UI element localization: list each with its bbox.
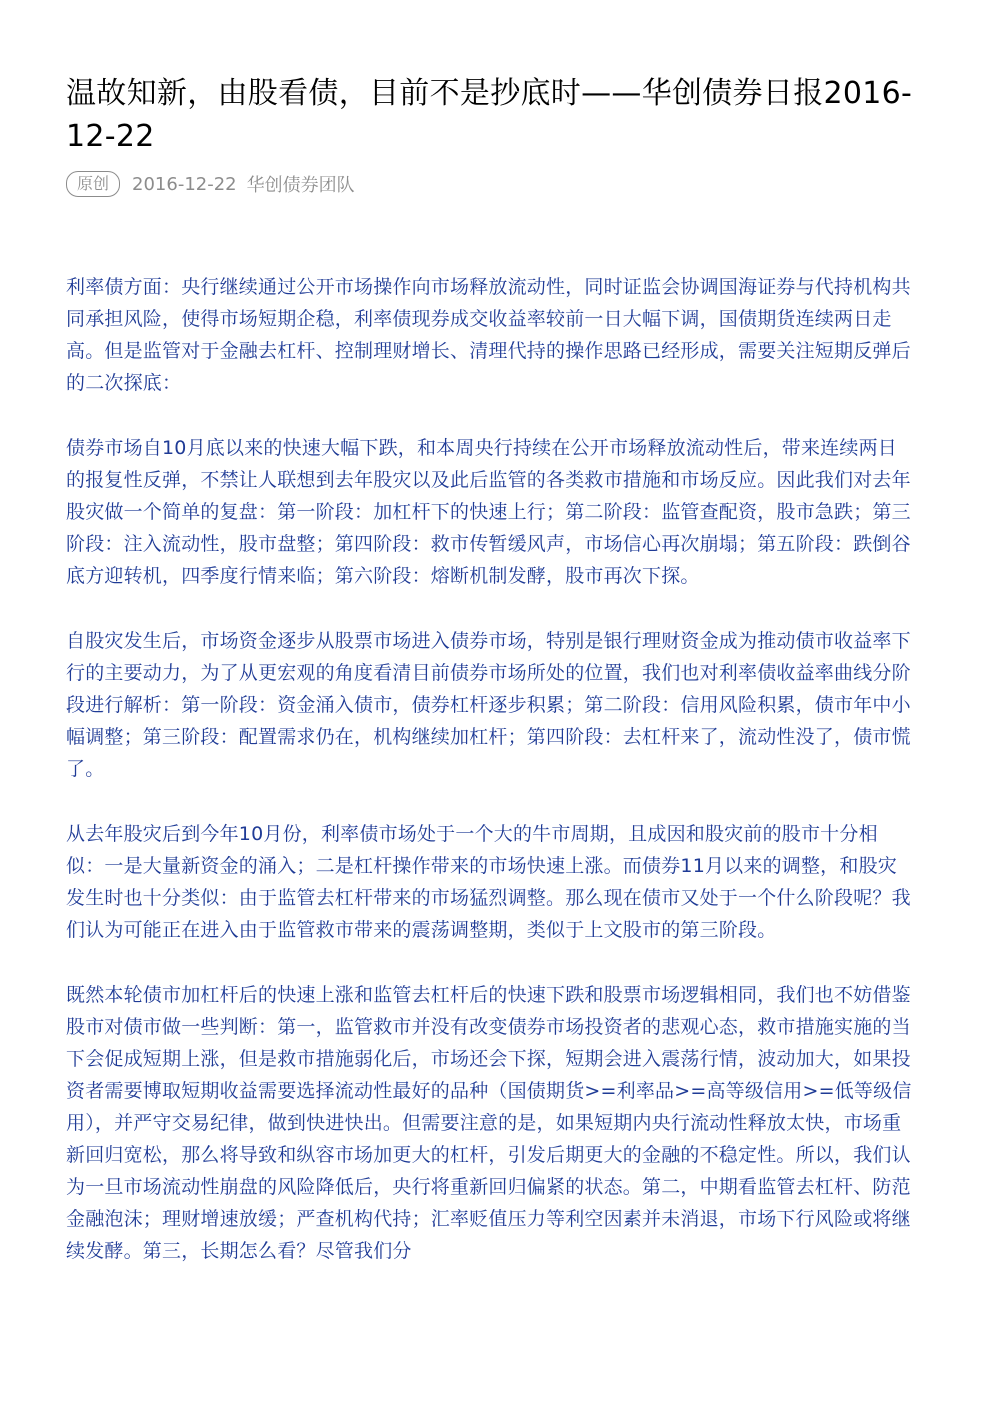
paragraph-1: 利率债方面：央行继续通过公开市场操作向市场释放流动性，同时证监会协调国海证券与代持机构共同承担风险，使得市场短期企稳，利率债现券成交收益率较前一日大幅下调，国债期货连续两日走高。但是监管对于金融去杠杆、控制理财增长、清理代持的操作思路已经形成，需要关注短期反弹后的二次探底： (66, 276, 911, 394)
article-body (66, 271, 914, 1300)
paragraph-2: 债券市场自10月底以来的快速大幅下跌，和本周央行持续在公开市场释放流动性后，带来连续两日的报复性反弹，不禁让人联想到去年股灾以及此后监管的各类救市措施和市场反应。因此我们对去年股灾做一个简单的复盘：第一阶段：加杠杆下的快速上行；第二阶段：监管查配资，股市急跌；第三阶段：注入流动性，股市盘整；第四阶段：救市传暂缓风声，市场信心再次崩塌；第五阶段：跌倒谷底方迎转机，四季度行情来临；第六阶段：熔断机制发酵，股市再次下探。 (66, 437, 911, 587)
article-title: 温故知新，由股看债，目前不是抄底时——华创债券日报2016-12-22 (66, 76, 913, 154)
author-link[interactable]: 华创债券团队 (246, 175, 355, 196)
paragraph-3: 自股灾发生后，市场资金逐步从股票市场进入债券市场，特别是银行理财资金成为推动债市收益率下行的主要动力，为了从更宏观的角度看清目前债券市场所处的位置，我们也对利率债收益率曲线分阶段进行解析：第一阶段：资金涌入债市，债券杠杆逐步积累；第二阶段：信用风险积累，债市年中小幅调整；第三阶段：配置需求仍在，机构继续加杠杆；第四阶段：去杠杆来了，流动性没了，债市慌了。 (66, 630, 911, 780)
article-meta (66, 170, 355, 198)
publish-date: 2016-12-22 (132, 173, 237, 195)
paragraph-4: 从去年股灾后到今年10月份，利率债市场处于一个大的牛市周期，且成因和股灾前的股市十分相似：一是大量新资金的涌入；二是杠杆操作带来的市场快速上涨。而债券11月以来的调整，和股灾发生时也十分类似：由于监管去杠杆带来的市场猛烈调整。那么现在债市又处于一个什么阶段呢？我们认为可能正在进入由于监管救市带来的震荡调整期，类似于上文股市的第三阶段。 (66, 823, 911, 941)
original-badge: 原创 (66, 171, 120, 197)
paragraph-5: 既然本轮债市加杠杆后的快速上涨和监管去杠杆后的快速下跌和股票市场逻辑相同，我们也不妨借鉴股市对债市做一些判断：第一，监管救市并没有改变债券市场投资者的悲观心态，救市措施实施的当下会促成短期上涨，但是救市措施弱化后，市场还会下探，短期会进入震荡行情，波动加大，如果投资者需要博取短期收益需要选择流动性最好的品种（国债期货>=利率品>=高等级信用>=低等级信用），并严守交易纪律，做到快进快出。但需要注意的是，如果短期内央行流动性释放太快，市场重新回归宽松，那么将导致和纵容市场加更大的杠杆，引发后期更大的金融的不稳定性。所以，我们认为一旦市场流动性崩盘的风险降低后，央行将重新回归偏紧的状态。第二，中期看监管去杠杆、防范金融泡沫；理财增速放缓；严查机构代持；汇率贬值压力等利空因素并未消退，市场下行风险或将继续发酵。第三，长期怎么看？尽管我们分 (66, 984, 912, 1262)
